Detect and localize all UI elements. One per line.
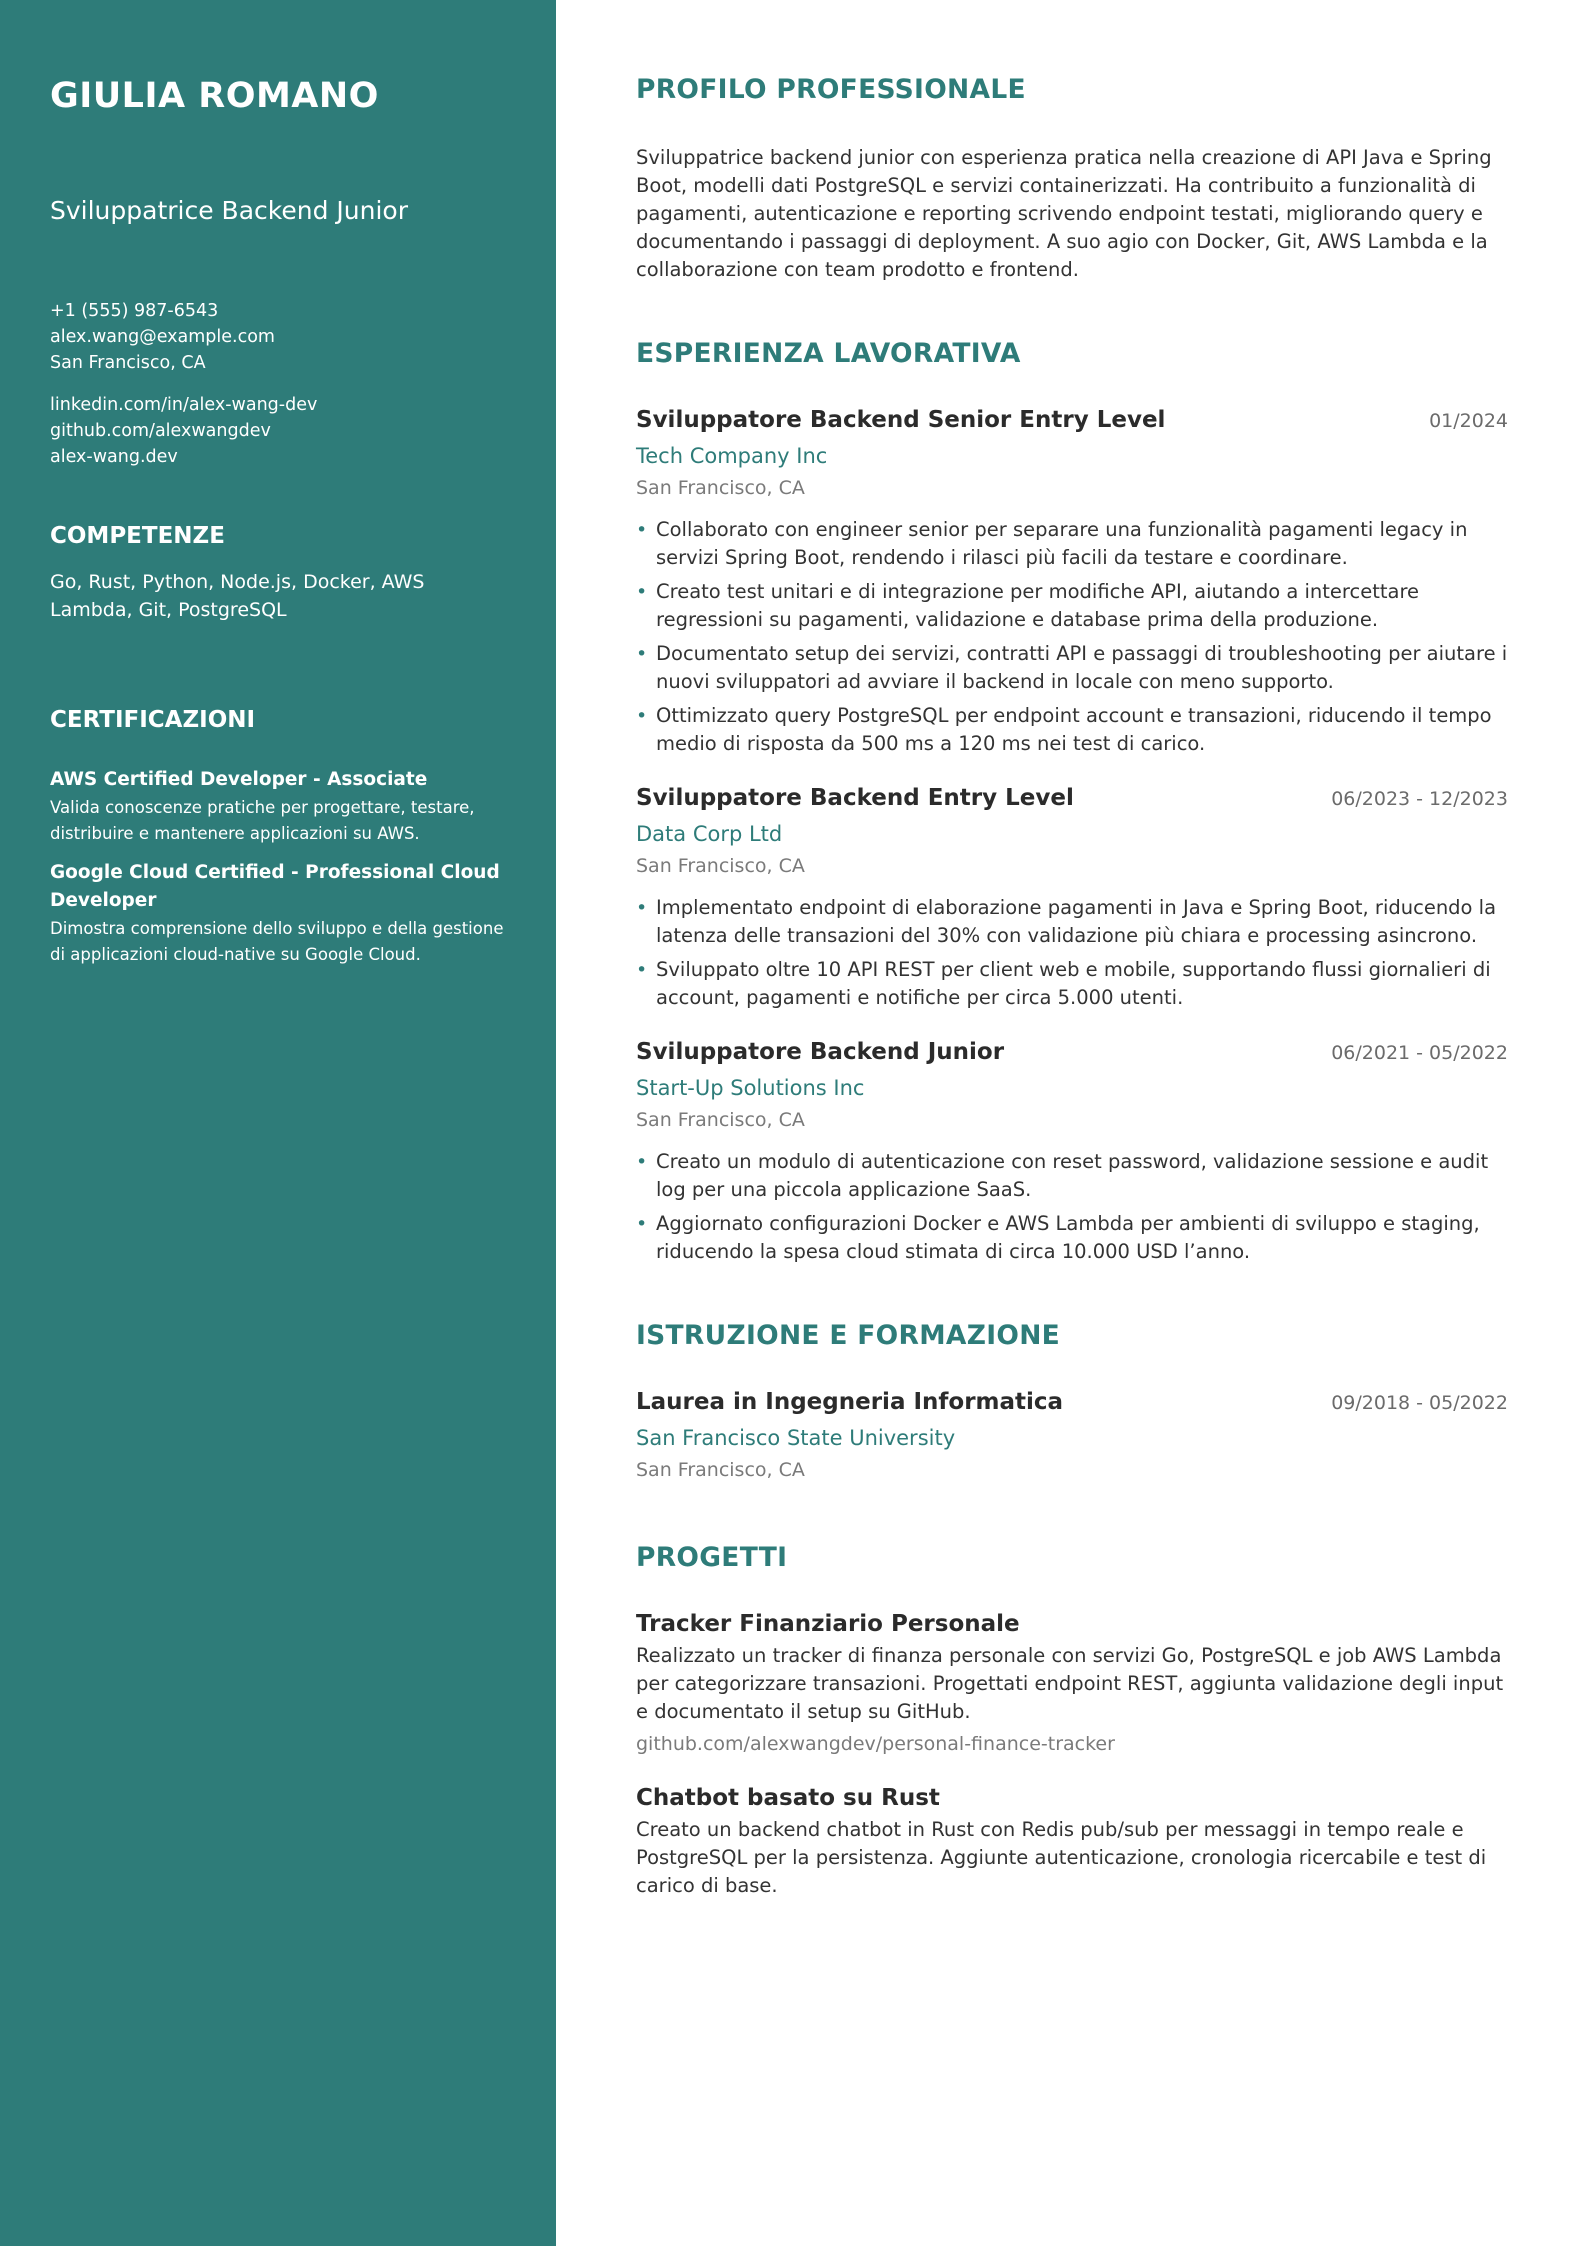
location: San Francisco, CA [50, 353, 206, 373]
education-entry [636, 1386, 1508, 1484]
job-bullets [636, 894, 1508, 1012]
bullet-item [636, 1148, 1508, 1204]
sidebar [0, 0, 556, 2246]
certification-name: AWS Certified Developer - Associate [50, 769, 428, 790]
job-title: Sviluppatore Backend Entry Level [636, 785, 1074, 811]
job-company: Start-Up Solutions Inc [636, 1076, 865, 1100]
job-location: San Francisco, CA [636, 477, 805, 499]
job-company: Data Corp Ltd [636, 822, 783, 846]
project-desc: Creato un backend chatbot in Rust con Redis pub/sub per messaggi in tempo reale e PostgreSQL per la persistenza. Aggiunte autenticazione, cronologia ricercabile e test di carico di base. [636, 1818, 1487, 1897]
job-entry [636, 1036, 1508, 1266]
bullet-item [636, 1210, 1508, 1266]
bullet-icon: • [636, 519, 648, 541]
bullet-icon: • [636, 705, 648, 727]
bullet-item [636, 516, 1508, 572]
job-header [636, 1036, 1508, 1068]
skills-heading: COMPETENZE [50, 523, 225, 549]
certification-item [50, 859, 506, 968]
bullet-text: Aggiornato configurazioni Docker e AWS Lambda per ambienti di sviluppo e staging, riducendo la spesa cloud stimata di circa 10.000 USD l’anno. [656, 1212, 1480, 1263]
project-entry [636, 1782, 1508, 1900]
experience-list [636, 404, 1508, 1266]
certifications-list [50, 766, 506, 968]
profile-summary: Sviluppatrice backend junior con esperienza pratica nella creazione di API Java e Spring Boot, modelli dati PostgreSQL e servizi containerizzati. Ha contribuito a funzionalità di pagamenti, autenticazione e reporting scrivendo endpoint testati, migliorando query e documentando i passaggi di deployment. A suo agio con Docker, Git, AWS Lambda e la collaborazione con team prodotto e frontend. [636, 146, 1492, 281]
project-desc: Realizzato un tracker di finanza personale con servizi Go, PostgreSQL e job AWS Lambda per categorizzare transazioni. Progettati endpoint REST, aggiunta validazione degli input e documentato il setup su GitHub. [636, 1644, 1504, 1723]
education-header [636, 1386, 1508, 1418]
bullet-text: Creato un modulo di autenticazione con reset password, validazione sessione e audit log per una piccola applicazione SaaS. [656, 1150, 1489, 1201]
school-location: San Francisco, CA [636, 1459, 805, 1481]
project-entry [636, 1608, 1508, 1758]
website-link[interactable]: alex-wang.dev [50, 447, 178, 467]
certifications-heading: CERTIFICAZIONI [50, 707, 256, 733]
github-link[interactable]: github.com/alexwangdev [50, 421, 271, 441]
bullet-icon: • [636, 1151, 648, 1173]
bullet-text: Ottimizzato query PostgreSQL per endpoint account e transazioni, riducendo il tempo medio di risposta da 500 ms a 120 ms nei test di carico. [656, 704, 1492, 755]
linkedin-link[interactable]: linkedin.com/in/alex-wang-dev [50, 395, 318, 415]
bullet-icon: • [636, 581, 648, 603]
job-company: Tech Company Inc [636, 444, 828, 468]
candidate-title: Sviluppatrice Backend Junior [50, 196, 408, 225]
certification-name: Google Cloud Certified - Professional Cloud Developer [50, 862, 500, 911]
job-header [636, 782, 1508, 814]
bullet-icon: • [636, 643, 648, 665]
projects-heading: PROGETTI [636, 1542, 788, 1573]
job-location: San Francisco, CA [636, 855, 805, 877]
job-bullets [636, 1148, 1508, 1266]
certification-item [50, 766, 506, 847]
job-bullets [636, 516, 1508, 758]
phone-number: +1 (555) 987-6543 [50, 301, 219, 321]
projects-list [636, 1608, 1508, 1900]
education-heading: ISTRUZIONE E FORMAZIONE [636, 1320, 1061, 1351]
job-location: San Francisco, CA [636, 1109, 805, 1131]
contact-block [50, 298, 506, 376]
bullet-item [636, 894, 1508, 950]
email-link[interactable]: alex.wang@example.com [50, 327, 275, 347]
bullet-icon: • [636, 1213, 648, 1235]
profile-heading: PROFILO PROFESSIONALE [636, 74, 1026, 105]
job-header [636, 404, 1508, 436]
job-date: 01/2024 [1429, 410, 1508, 432]
job-title: Sviluppatore Backend Senior Entry Level [636, 407, 1166, 433]
project-link[interactable]: github.com/alexwangdev/personal-finance-tracker [636, 1733, 1115, 1755]
bullet-item [636, 640, 1508, 696]
skills-list: Go, Rust, Python, Node.js, Docker, AWS Lambda, Git, PostgreSQL [50, 571, 425, 621]
certification-desc: Dimostra comprensione dello sviluppo e della gestione di applicazioni cloud-native su Google Cloud. [50, 919, 504, 964]
bullet-item [636, 956, 1508, 1012]
candidate-name: GIULIA ROMANO [50, 76, 379, 116]
bullet-text: Creato test unitari e di integrazione per modifiche API, aiutando a intercettare regressioni su pagamenti, validazione e database prima della produzione. [656, 580, 1420, 631]
bullet-text: Sviluppato oltre 10 API REST per client web e mobile, supportando flussi giornalieri di account, pagamenti e notifiche per circa 5.000 utenti. [656, 958, 1491, 1009]
bullet-item [636, 578, 1508, 634]
school-name: San Francisco State University [636, 1426, 956, 1450]
main-content [636, 72, 1508, 1924]
job-entry [636, 404, 1508, 758]
bullet-text: Implementato endpoint di elaborazione pagamenti in Java e Spring Boot, riducendo la latenza delle transazioni del 30% con validazione più chiara e processing asincrono. [656, 896, 1497, 947]
bullet-icon: • [636, 959, 648, 981]
job-date: 06/2021 - 05/2022 [1331, 1042, 1508, 1064]
job-entry [636, 782, 1508, 1012]
education-date: 09/2018 - 05/2022 [1331, 1392, 1508, 1414]
links-block [50, 392, 506, 470]
job-title: Sviluppatore Backend Junior [636, 1039, 1005, 1065]
project-title: Chatbot basato su Rust [636, 1785, 940, 1811]
experience-heading: ESPERIENZA LAVORATIVA [636, 338, 1021, 369]
bullet-text: Collaborato con engineer senior per separare una funzionalità pagamenti legacy in servizi Spring Boot, rendendo i rilasci più facili da testare e coordinare. [656, 518, 1468, 569]
bullet-text: Documentato setup dei servizi, contratti API e passaggi di troubleshooting per aiutare i nuovi sviluppatori ad avviare il backend in locale con meno supporto. [656, 642, 1508, 693]
bullet-icon: • [636, 897, 648, 919]
job-date: 06/2023 - 12/2023 [1331, 788, 1508, 810]
project-title: Tracker Finanziario Personale [636, 1611, 1020, 1637]
degree-title: Laurea in Ingegneria Informatica [636, 1389, 1064, 1415]
bullet-item [636, 702, 1508, 758]
certification-desc: Valida conoscenze pratiche per progettare, testare, distribuire e mantenere applicazioni su AWS. [50, 798, 475, 843]
